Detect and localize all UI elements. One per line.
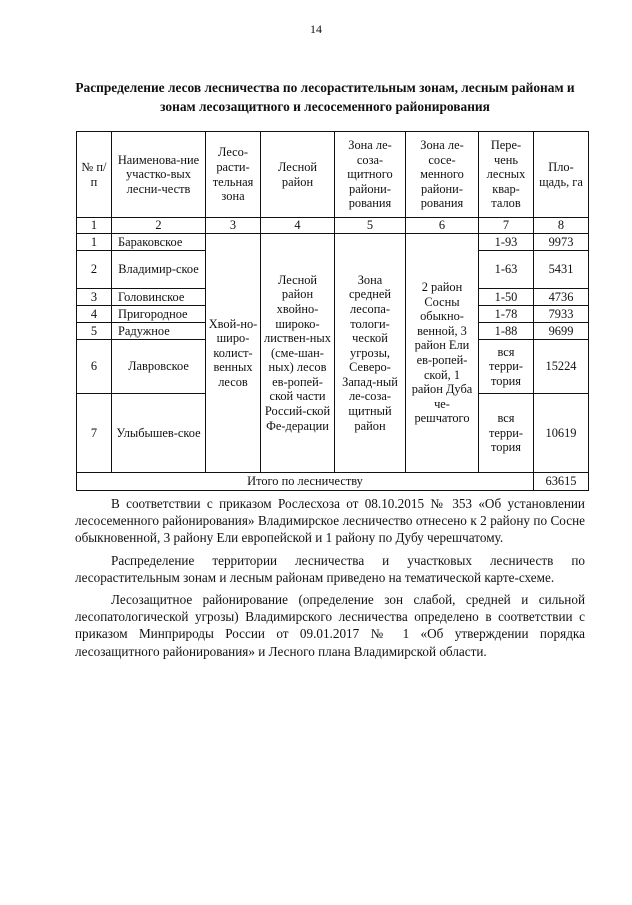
area: 9973	[534, 234, 589, 251]
header-zone: Лесо-расти-тельная зона	[206, 132, 261, 218]
page-number: 14	[310, 22, 322, 36]
forestry-name: Головинское	[112, 289, 206, 306]
quarters: вся терри-тория	[479, 394, 534, 473]
row-number: 7	[77, 394, 112, 473]
table-title	[60, 78, 590, 116]
area: 15224	[534, 340, 589, 394]
header-quarters: Пере-чень лесных квар-талов	[479, 132, 534, 218]
row-number: 4	[77, 306, 112, 323]
header-seed: Зона ле-сосе-менного райони-рования	[406, 132, 479, 218]
paragraph: Распределение территории лесничества и участковых лесничеств по лесорастительным зонам и лесным районам приведено на тематической карте-схеме.	[75, 552, 585, 585]
seed-zone: 2 район Сосны обыкно-венной, 3 район Ели ев-ропей-ской, 1 район Дуба че-решчатого	[406, 234, 479, 473]
paragraph: В соответствии с приказом Рослесхоза от 08.10.2015 № 353 «Об установлении лесосеменного районирования» Владимирское лесничество отнесено к 2 району по Сосне обыкновенной, 3 району Ели европейской и 1 району по Дубу черешчатому.	[75, 496, 585, 546]
header-district: Лесной район	[261, 132, 335, 218]
row-number: 3	[77, 289, 112, 306]
quarters: 1-78	[479, 306, 534, 323]
header-name: Наименова-ние участко-вых лесни-честв	[112, 132, 206, 218]
forest-distribution-table	[76, 131, 589, 491]
quarters: вся терри-тория	[479, 340, 534, 394]
area: 7933	[534, 306, 589, 323]
forestry-name: Лавровское	[112, 340, 206, 394]
row-number: 1	[77, 234, 112, 251]
body-text	[75, 495, 585, 660]
col-number: 7	[479, 218, 534, 234]
row-number: 5	[77, 323, 112, 340]
col-number: 1	[77, 218, 112, 234]
col-number: 5	[335, 218, 406, 234]
row-number: 2	[77, 251, 112, 289]
paragraph: Лесозащитное районирование (определение зон слабой, средней и сильной лесопатологической угрозы) Владимирского лесничества определено в соответствии с приказом Минприроды России от 09.01.2017 № 1 «Об утверждении порядка лесозащитного районирования» и Лесного плана Владимирской области.	[75, 592, 585, 659]
forest-district: Лесной район хвойно-широко-листвен-ных (сме-шан-ных) лесов ев-ропей-ской части Россий-ской Фе-дерации	[261, 234, 335, 473]
quarters: 1-63	[479, 251, 534, 289]
total-row	[77, 473, 589, 491]
forestry-name: Улыбышев-ское	[112, 394, 206, 473]
title-line-1: Распределение лесов лесничества по лесорастительным зонам, лесным районам и	[75, 80, 575, 95]
header-num: № п/п	[77, 132, 112, 218]
area: 10619	[534, 394, 589, 473]
header-area: Пло-щадь, га	[534, 132, 589, 218]
total-value: 63615	[534, 473, 589, 491]
quarters: 1-50	[479, 289, 534, 306]
col-number: 4	[261, 218, 335, 234]
area: 4736	[534, 289, 589, 306]
protection-zone: Зона средней лесопа-тологи-ческой угрозы, Северо-Запад-ный ле-созa-щитный район	[335, 234, 406, 473]
column-number-row	[77, 218, 589, 234]
col-number: 3	[206, 218, 261, 234]
quarters: 1-88	[479, 323, 534, 340]
quarters: 1-93	[479, 234, 534, 251]
row-number: 6	[77, 340, 112, 394]
forestry-name: Владимир-ское	[112, 251, 206, 289]
forestry-name: Пригородное	[112, 306, 206, 323]
table-row	[77, 234, 589, 251]
col-number: 6	[406, 218, 479, 234]
forestry-name: Бараковское	[112, 234, 206, 251]
forestry-name: Радужное	[112, 323, 206, 340]
total-label: Итого по лесничеству	[77, 473, 534, 491]
header-protection: Зона ле-созa-щитного райони-рования	[335, 132, 406, 218]
col-number: 8	[534, 218, 589, 234]
col-number: 2	[112, 218, 206, 234]
title-line-2: зонам лесозащитного и лесосеменного районирования	[160, 99, 490, 114]
area: 9699	[534, 323, 589, 340]
area: 5431	[534, 251, 589, 289]
vegetation-zone: Хвой-но-широ-колист-венных лесов	[206, 234, 261, 473]
header-row	[77, 132, 589, 218]
